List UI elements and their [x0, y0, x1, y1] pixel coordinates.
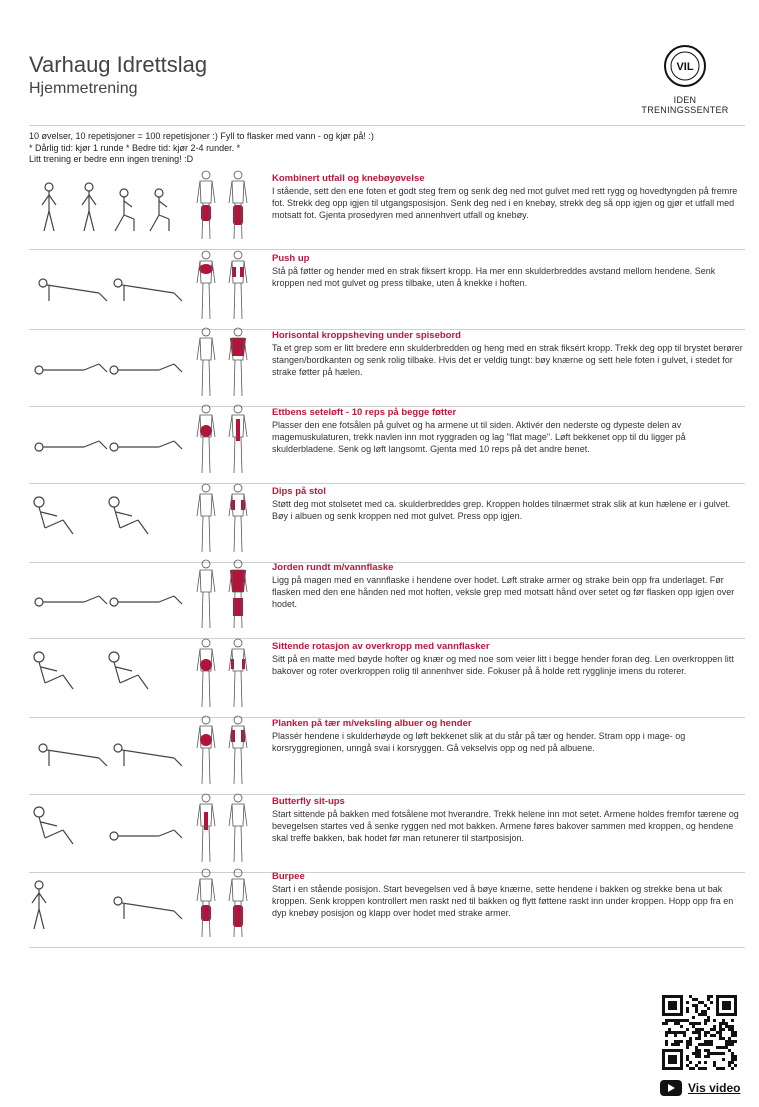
- exercise-description: Start i en stående posisjon. Start bevegelsen ved å bøye knærne, sette hendene i bakken og strekke bena ut bak kroppen. Senk kroppen kontrollert men raskt ned til bakken og flytt føttene raskt inn under kroppen. Hopp opp fra en dyp knebøy posisjon og klapp over hodet med strake armer.: [272, 884, 734, 919]
- exercise-illustration-icon: [29, 718, 189, 788]
- logo-mark: VIL: [676, 61, 694, 73]
- club-emblem-icon: [663, 44, 707, 88]
- club-logo: [630, 44, 740, 114]
- intro-line: 10 øvelser, 10 repetisjoner = 100 repetisjoner :) Fyll to flasker med vann - og kjør på! :): [29, 131, 374, 141]
- exercise-illustration-icon: [29, 562, 189, 632]
- exercise-description: Start sittende på bakken med fotsålene mot hverandre. Trekk helene inn mot setet. Armene holdes fremfor tærene og bevegelsen startes ved å senke ryggen ned mot bakken. Armene føres bakover sammen med kroppen, og hendene skal treffe bakken, bak hodet før man retunerer til startposisjon.: [272, 809, 739, 844]
- divider: [29, 249, 745, 250]
- page-subtitle: Hjemmetrening: [29, 80, 138, 97]
- exercise-description: Stå på føtter og hender med en strak fiksert kropp. Ha mer enn skulderbreddes avstand mellom hendene. Senk kroppen ned mot gulvet og press tilbake, uten å knekke i hoften.: [272, 266, 716, 289]
- muscle-map-icon: [194, 169, 252, 243]
- video-link-label[interactable]: Vis video: [688, 1081, 741, 1095]
- exercise-title: Dips på stol: [272, 486, 326, 497]
- video-link[interactable]: [660, 1080, 740, 1096]
- exercise-description: Ligg på magen med en vannflaske i hendene over hodet. Løft strake armer og strake bein opp fra underlaget. Før flasken med den ene hånden ned mot hoften, veksle grep med motsatt hånd over setet og før flasken opp igjen over hodet.: [272, 575, 735, 610]
- logo-text: IDEN TRENINGSSENTER: [641, 95, 729, 115]
- exercise-title: Push up: [272, 253, 310, 264]
- exercise-illustration-icon: [29, 486, 189, 556]
- muscle-map-icon: [194, 637, 252, 711]
- exercise-title: Horisontal kroppsheving under spisebord: [272, 330, 461, 341]
- exercise-title: Ettbens seteløft - 10 reps på begge føtter: [272, 407, 457, 418]
- intro-text: [29, 131, 374, 166]
- divider: [29, 125, 745, 126]
- exercise-title: Butterfly sit-ups: [272, 796, 345, 807]
- exercise-illustration-icon: [29, 796, 189, 866]
- qr-code-icon: [660, 995, 740, 1070]
- muscle-map-icon: [194, 558, 252, 632]
- divider: [29, 794, 745, 795]
- exercise-title: Jorden rundt m/vannflaske: [272, 562, 394, 573]
- intro-line: Litt trening er bedre enn ingen trening! :D: [29, 154, 194, 164]
- exercise-illustration-icon: [29, 330, 189, 400]
- exercise-description: Plassér hendene i skulderhøyde og løft bekkenet slik at du står på tær og hender. Stram opp i mage- og korsryggregionen, unngå svai i korsryggen. Gå vekselvis opp og ned på albuene.: [272, 731, 686, 754]
- exercise-illustration-icon: [29, 173, 189, 243]
- exercise-illustration-icon: [29, 407, 189, 477]
- play-icon: [660, 1080, 682, 1096]
- exercise-description: Støtt deg mot stolsetet med ca. skulderbreddes grep. Kroppen holdes tilnærmet strak slik at kun hælene er i gulvet. Bøy i albuen og senk kroppen ned mot gulvet. Press opp igjen.: [272, 499, 731, 522]
- intro-line: * Dårlig tid: kjør 1 runde * Bedre tid: kjør 2-4 runder. *: [29, 142, 241, 153]
- qr-code[interactable]: [660, 995, 740, 1070]
- exercise-title: Burpee: [272, 871, 305, 882]
- divider: [29, 947, 745, 948]
- exercise-description: Plasser den ene fotsålen på gulvet og ha armene ut til siden. Aktivér den nederste og dypeste delen av magemuskulaturen, trekk navlen inn mot ryggraden og lag "flat mage". Løft bekkenet opp til du ligger på skulderbladene. Senk og løft langsomt. Gjenta med 10 reps på det andre benet.: [272, 420, 686, 455]
- muscle-map-icon: [194, 792, 252, 866]
- exercise-description: I stående, sett den ene foten et godt steg frem og senk deg ned mot gulvet med rett rygg og hovedtyngden på fremre fot. Strekk deg opp igjen til utgangsposisjon. Senk deg ned i en knebøy, strekk deg så opp igjen og gjør et utfall med motsatt fot. Gjenta prosedyren med annenhvert utfall og knebøy.: [272, 186, 738, 221]
- muscle-map-icon: [194, 403, 252, 477]
- divider: [29, 638, 745, 639]
- exercise-title: Kombinert utfall og knebøyøvelse: [272, 173, 425, 184]
- exercise-illustration-icon: [29, 871, 189, 941]
- divider: [29, 483, 745, 484]
- exercise-description: Ta et grep som er litt bredere enn skulderbredden og heng med en strak fiksért kropp. Trekk deg opp til brystet berører stangen/bordkanten og senk rolig tilbake. Hvis det er veldig tungt: bøy knærne og sett hele foten i gulvet, i stedet for strake føtter på hælen.: [272, 343, 743, 378]
- muscle-map-icon: [194, 714, 252, 788]
- exercise-title: Sittende rotasjon av overkropp med vannflasker: [272, 641, 490, 652]
- exercise-illustration-icon: [29, 253, 189, 323]
- muscle-map-icon: [194, 326, 252, 400]
- exercise-illustration-icon: [29, 641, 189, 711]
- exercise-description: Sitt på en matte med bøyde hofter og knær og med noe som veier litt i begge hender foran deg. Len overkroppen litt bakover og roter overkroppen rolig til annenhver side. Fokuser på å holde rett rygglinje imens du roterer.: [272, 654, 734, 677]
- muscle-map-icon: [194, 867, 252, 941]
- muscle-map-icon: [194, 482, 252, 556]
- muscle-map-icon: [194, 249, 252, 323]
- page-title: Varhaug Idrettslag: [29, 52, 208, 77]
- exercise-title: Planken på tær m/veksling albuer og hender: [272, 718, 472, 729]
